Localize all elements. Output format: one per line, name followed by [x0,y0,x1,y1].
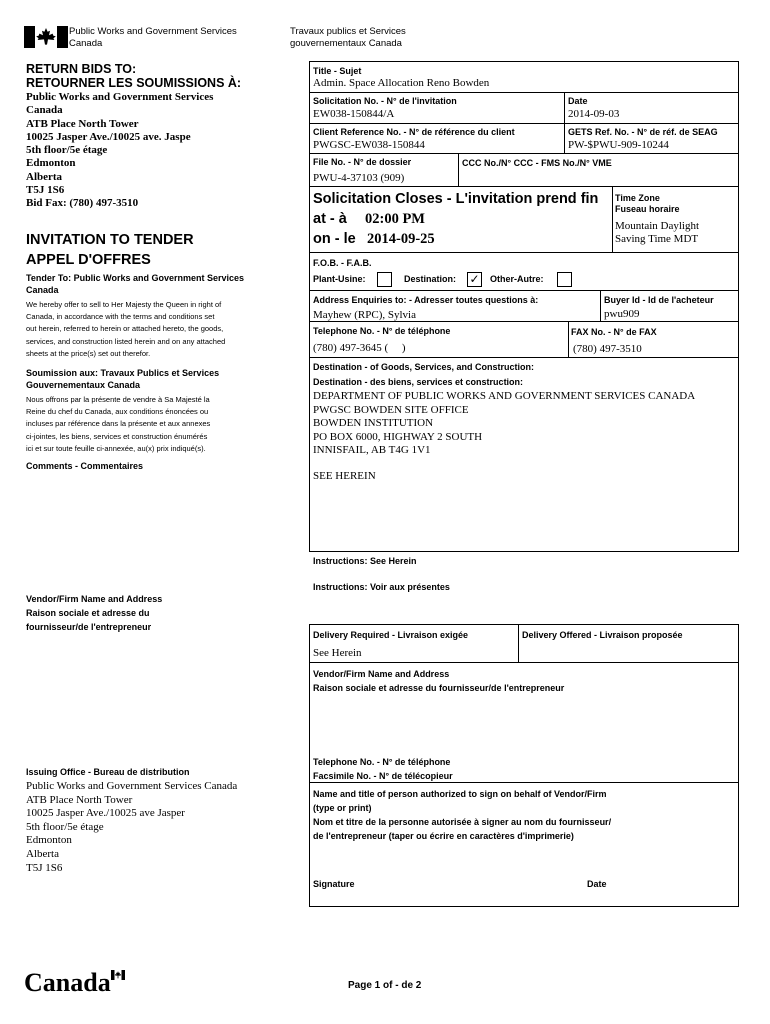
address-enquiries-label: Address Enquiries to: - Adresser toutes questions à: [313,295,539,305]
signer-label-line: Nom et titre de la personne autorisée à signer au nom du fournisseur/ [313,817,612,827]
signer-label-line: Name and title of person authorized to sign on behalf of Vendor/Firm [313,789,607,799]
tender-to-heading: Tender To: Public Works and Government Services Canada [26,273,245,295]
instructions-fr: Instructions: Voir aux présentes [313,582,450,592]
destination-address-line: PWGSC BOWDEN SITE OFFICE [313,403,469,416]
telephone-label: Telephone No. - N° de téléphone [313,326,451,336]
plant-usine-checkbox[interactable] [377,272,392,287]
soumission-body [26,394,210,455]
return-address-line: T5J 1S6 [26,184,65,197]
return-address-line: Bid Fax: (780) 497-3510 [26,197,139,210]
issuing-address-line: Public Works and Government Services Canada [26,780,238,792]
return-address-line: 5th floor/5e étage [26,144,108,157]
canada-flag-icon [24,26,68,48]
soumission-heading: Soumission aux: Travaux Publics et Services Gouvernementaux Canada [26,368,220,390]
signature-date-label: Date [587,879,607,889]
destination-label: Destination: [404,274,457,284]
gets-reference-value: PW-$PWU-909-10244 [568,139,669,151]
tender-body-line: services, and construction listed herein and on any attached [26,336,226,346]
return-bids-title: RETURN BIDS TO: RETOURNER LES SOUMISSIONS À: [26,62,242,90]
fax-label: FAX No. - N° de FAX [571,327,657,337]
solicitation-number-value: EW038-150844/A [313,108,395,120]
title-label: Title - Sujet [313,66,362,76]
soumission-body-line: ci-jointes, les biens, services et construction énumérés [26,431,208,441]
comments-label: Comments - Commentaires [26,461,144,471]
solicitation-number-label: Solicitation No. - N° de l'invitation [313,96,457,106]
canada-wordmark: Canada [24,968,111,997]
soumission-body-line: Reine du chef du Canada, aux conditions énoncées ou [26,407,209,417]
page-number: Page 1 of - de 2 [348,980,422,991]
closing-date-value: 2014-09-25 [367,231,435,247]
date-label: Date [568,96,588,106]
client-reference-value: PWGSC-EW038-150844 [313,139,425,151]
time-zone-value: Mountain Daylight Saving Time MDT [615,220,700,245]
closing-time-value: 02:00 PM [365,211,425,227]
delivery-required-value: See Herein [313,647,362,659]
return-address-line: Public Works and Government Services [26,91,214,103]
time-zone-label: Time Zone Fuseau horaire [615,193,680,214]
closing-time-label: at - à [313,211,347,227]
delivery-offered-label: Delivery Offered - Livraison proposée [522,630,683,640]
date-value: 2014-09-03 [568,108,620,120]
plant-usine-label: Plant-Usine: [313,274,366,284]
destination-checkbox[interactable]: ✓ [467,272,482,287]
return-address-line: Edmonton [26,157,76,170]
issuing-address-line: Alberta [26,847,59,860]
destination-goods-label: Destination - of Goods, Services, and Construction: Destination - des biens, services et construction: [313,362,535,387]
fob-label: F.O.B. - F.A.B. [313,258,372,268]
department-name-fr: Travaux publics et Services gouvernementaux Canada [290,26,406,49]
tender-body-line: out herein, referred to herein or attached hereto, the goods, [26,324,224,334]
address-enquiries-value: Mayhew (RPC), Sylvia [313,309,416,321]
issuing-address-line: Edmonton [26,834,72,847]
destination-address-line: INNISFAIL, AB T4G 1V1 [313,444,431,456]
invitation-title: INVITATION TO TENDER APPEL D'OFFRES [26,232,194,268]
signature-label: Signature [313,879,355,889]
buyer-id-value: pwu909 [604,308,640,320]
other-autre-checkbox[interactable] [557,272,572,287]
vendor-contact-labels: Telephone No. - N° de téléphone Facsimile No. - N° de télécopieur [313,757,453,781]
canada-wordmark-flag-icon [111,967,125,977]
return-bids-address [26,91,213,211]
issuing-address-line: 10025 Jasper Ave./10025 ave Jasper [26,807,185,820]
file-number-value: PWU-4-37103 (909) [313,172,405,184]
tender-to-body [26,299,225,360]
buyer-id-label: Buyer Id - Id de l'acheteur [604,295,714,305]
telephone-value: (780) 497-3645 ( ) [313,342,406,354]
soumission-body-line: ici et sur toute feuille ci-annexée, au(x) prix indiqué(s). [26,443,206,453]
tender-body-line: We hereby offer to sell to Her Majesty the Queen in right of [26,300,222,309]
file-number-label: File No. - N° de dossier [313,157,412,167]
title-value: Admin. Space Allocation Reno Bowden [313,77,490,89]
ccc-number-label: CCC No./N° CCC - FMS No./N° VME [462,158,612,168]
signer-label-line: (type or print) [313,803,372,813]
tender-body-line: sheets at the price(s) set out therefor. [26,348,151,358]
department-name-en: Public Works and Government Services Canada [69,26,237,49]
destination-address-line: BOWDEN INSTITUTION [313,417,434,429]
destination-goods-address [313,390,695,458]
destination-address-line: PO BOX 6000, HIGHWAY 2 SOUTH [313,430,483,443]
authorized-signer-label [313,787,611,843]
vendor-firm-label: Vendor/Firm Name and Address Raison sociale et adresse du fournisseur/de l'entrepreneur [313,669,565,693]
destination-address-line: DEPARTMENT OF PUBLIC WORKS AND GOVERNMENT SERVICES CANADA [313,390,696,402]
issuing-address-line: ATB Place North Tower [26,793,133,806]
delivery-required-label: Delivery Required - Livraison exigée [313,630,469,640]
return-address-line: Alberta [26,170,63,183]
tender-body-line: Canada, in accordance with the terms and conditions set [26,312,215,322]
issuing-address-line: 5th floor/5e étage [26,820,104,833]
fax-value: (780) 497-3510 [573,343,642,355]
soumission-body-line: incluses par référence dans la présente et aux annexes [26,419,211,429]
issuing-address-line: T5J 1S6 [26,861,63,874]
return-address-line: Canada [26,104,63,117]
return-address-line: 10025 Jasper Ave./10025 ave. Jaspe [26,130,191,143]
gets-reference-label: GETS Ref. No. - N° de réf. de SEAG [568,127,718,137]
instructions-en: Instructions: See Herein [313,556,417,566]
soumission-body-line: Nous offrons par la présente de vendre à Sa Majesté la [26,395,210,404]
solicitation-closes-label: Solicitation Closes - L'invitation prend fin [313,191,599,207]
issuing-office-label: Issuing Office - Bureau de distribution [26,767,190,777]
issuing-office-address [26,780,237,875]
other-autre-label: Other-Autre: [490,274,544,284]
return-address-line: ATB Place North Tower [26,117,139,130]
see-herein-text: SEE HEREIN [313,470,376,482]
closing-date-label: on - le [313,231,356,247]
vendor-firm-left-label: Vendor/Firm Name and Address Raison sociale et adresse du fournisseur/de l'entrepreneur [26,594,163,632]
client-reference-label: Client Reference No. - N° de référence du client [313,127,515,137]
signer-label-line: de l'entrepreneur (taper ou écrire en caractères d'imprimerie) [313,831,574,841]
